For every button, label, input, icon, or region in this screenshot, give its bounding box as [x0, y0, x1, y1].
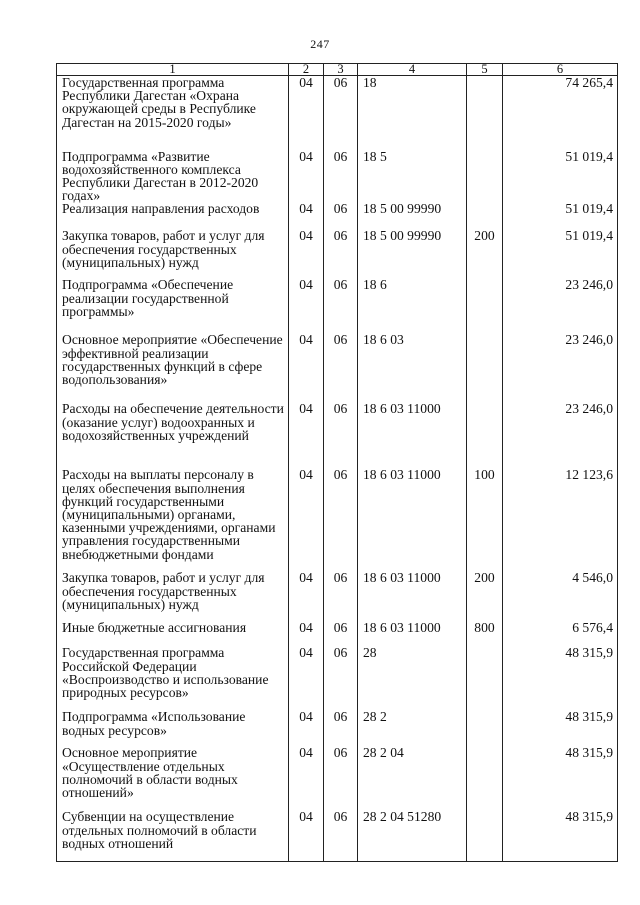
row-amount: 48 315,9: [503, 710, 618, 746]
row-col2: 04: [289, 571, 324, 621]
header-col-1: 1: [57, 64, 289, 76]
row-col3: 06: [324, 202, 358, 229]
row-code: 18 6 03 11000: [358, 571, 467, 621]
row-col3: 06: [324, 710, 358, 746]
table-row: [57, 76, 618, 150]
row-code: 28 2 04: [358, 746, 467, 810]
row-col2: 04: [289, 229, 324, 278]
row-name: Основное мероприятие «Обеспечение эффективной реализации государственных функций в сфере водопользования»: [57, 333, 289, 402]
row-col3: 06: [324, 621, 358, 646]
table-row: [57, 710, 618, 746]
row-col5: [467, 76, 503, 150]
table-row: [57, 150, 618, 203]
row-name: Государственная программа Республики Дагестан «Охрана окружающей среды в Республике Дагестан на 2015-2020 годы»: [57, 76, 289, 150]
table-row: [57, 278, 618, 333]
row-col2: 04: [289, 150, 324, 203]
row-col5: [467, 402, 503, 468]
row-col2: 04: [289, 333, 324, 402]
page-number: 247: [310, 37, 330, 51]
row-code: 18 6 03: [358, 333, 467, 402]
row-col3: 06: [324, 646, 358, 710]
row-col5: [467, 746, 503, 810]
row-code: 18 6: [358, 278, 467, 333]
row-col2: 04: [289, 810, 324, 861]
row-amount: 51 019,4: [503, 229, 618, 278]
row-col5: 200: [467, 571, 503, 621]
row-col5: [467, 810, 503, 861]
row-name: Государственная программа Российской Федерации «Воспроизводство и использование природных ресурсов»: [57, 646, 289, 710]
table-row: [57, 746, 618, 810]
table-header: [57, 64, 618, 76]
header-col-2: 2: [289, 64, 324, 76]
table-body: [57, 76, 618, 862]
row-amount: 48 315,9: [503, 646, 618, 710]
table-row: [57, 229, 618, 278]
row-name: Подпрограмма «Развитие водохозяйственного комплекса Республики Дагестан в 2012-2020 годах»: [57, 150, 289, 203]
row-name: Иные бюджетные ассигнования: [57, 621, 289, 646]
row-col5: 200: [467, 229, 503, 278]
table-row: [57, 468, 618, 571]
header-col-3: 3: [324, 64, 358, 76]
row-col2: 04: [289, 646, 324, 710]
row-name: Основное мероприятие «Осуществление отдельных полномочий в области водных отношений»: [57, 746, 289, 810]
row-code: 18 5 00 99990: [358, 202, 467, 229]
row-amount: 12 123,6: [503, 468, 618, 571]
row-col5: 800: [467, 621, 503, 646]
row-col2: 04: [289, 746, 324, 810]
row-col3: 06: [324, 278, 358, 333]
row-name: Субвенции на осуществление отдельных полномочий в области водных отношений: [57, 810, 289, 861]
table-row: [57, 571, 618, 621]
row-amount: 74 265,4: [503, 76, 618, 150]
header-col-4: 4: [358, 64, 467, 76]
header-col-5: 5: [467, 64, 503, 76]
row-code: 18 5 00 99990: [358, 229, 467, 278]
row-name: Подпрограмма «Обеспечение реализации государственной программы»: [57, 278, 289, 333]
row-code: 18 6 03 11000: [358, 468, 467, 571]
row-col3: 06: [324, 150, 358, 203]
row-code: 18 6 03 11000: [358, 402, 467, 468]
row-col2: 04: [289, 202, 324, 229]
row-code: 28: [358, 646, 467, 710]
table-row: [57, 646, 618, 710]
row-col2: 04: [289, 468, 324, 571]
row-col3: 06: [324, 746, 358, 810]
row-col3: 06: [324, 229, 358, 278]
row-col3: 06: [324, 76, 358, 150]
row-amount: 6 576,4: [503, 621, 618, 646]
row-col5: [467, 710, 503, 746]
row-col5: [467, 646, 503, 710]
header-row: [57, 64, 618, 76]
row-name: Расходы на выплаты персоналу в целях обеспечения выполнения функций государственными (муниципальными) органами, казенными учреждениями, органами управления государственными внебюджетными фондами: [57, 468, 289, 571]
row-name: Подпрограмма «Использование водных ресурсов»: [57, 710, 289, 746]
row-name: Расходы на обеспечение деятельности (оказание услуг) водоохранных и водохозяйственных учреждений: [57, 402, 289, 468]
row-code: 18 6 03 11000: [358, 621, 467, 646]
header-col-6: 6: [503, 64, 618, 76]
row-col2: 04: [289, 278, 324, 333]
row-name: Закупка товаров, работ и услуг для обеспечения государственных (муниципальных) нужд: [57, 571, 289, 621]
table-row: [57, 402, 618, 468]
row-amount: 23 246,0: [503, 402, 618, 468]
row-col3: 06: [324, 468, 358, 571]
table-row: [57, 810, 618, 861]
row-amount: 48 315,9: [503, 810, 618, 861]
row-amount: 4 546,0: [503, 571, 618, 621]
row-col2: 04: [289, 710, 324, 746]
row-col5: [467, 333, 503, 402]
table-row: [57, 621, 618, 646]
row-code: 18 5: [358, 150, 467, 203]
row-amount: 51 019,4: [503, 150, 618, 203]
row-name: Закупка товаров, работ и услуг для обеспечения государственных (муниципальных) нужд: [57, 229, 289, 278]
row-amount: 48 315,9: [503, 746, 618, 810]
row-col5: [467, 278, 503, 333]
row-code: 28 2 04 51280: [358, 810, 467, 861]
table-row: [57, 333, 618, 402]
row-col2: 04: [289, 621, 324, 646]
row-col5: 100: [467, 468, 503, 571]
row-code: 18: [358, 76, 467, 150]
row-col3: 06: [324, 571, 358, 621]
budget-table: [56, 63, 618, 862]
row-amount: 23 246,0: [503, 278, 618, 333]
row-col3: 06: [324, 810, 358, 861]
row-col2: 04: [289, 76, 324, 150]
table-row: [57, 202, 618, 229]
row-name: Реализация направления расходов: [57, 202, 289, 229]
row-col5: [467, 202, 503, 229]
row-code: 28 2: [358, 710, 467, 746]
row-col3: 06: [324, 402, 358, 468]
row-amount: 51 019,4: [503, 202, 618, 229]
row-col3: 06: [324, 333, 358, 402]
row-col2: 04: [289, 402, 324, 468]
row-col5: [467, 150, 503, 203]
row-amount: 23 246,0: [503, 333, 618, 402]
